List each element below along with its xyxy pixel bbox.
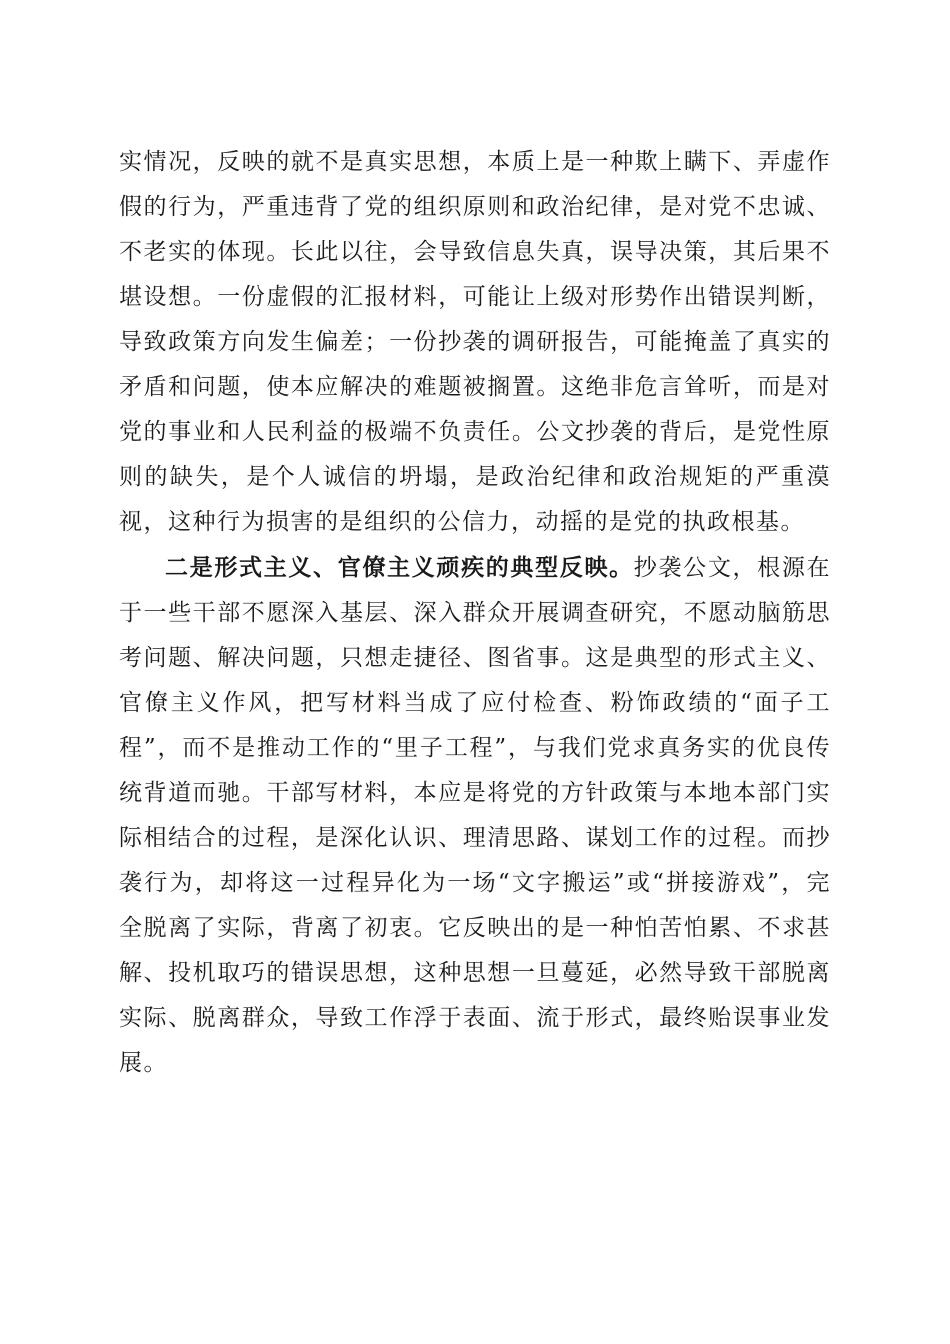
paragraph-section-two xyxy=(119,545,831,1086)
paragraph-continuation xyxy=(119,140,831,545)
paragraph-text: 抄袭公文，根源在于一些干部不愿深入基层、深入群众开展调查研究，不愿动脑筋思考问题、解决问题，只想走捷径、图省事。这是典型的形式主义、官僚主义作风，把写材料当成了应付检查、粉饰政绩的“面子工程”，而不是推动工作的“里子工程”，与我们党求真务实的优良传统背道而驰。干部写材料，本应是将党的方针政策与本地本部门实际相结合的过程，是深化认识、理清思路、谋划工作的过程。而抄袭行为，却将这一过程异化为一场“文字搬运”或“拼接游戏”，完全脱离了实际，背离了初衷。它反映出的是一种怕苦怕累、不求甚解、投机取巧的错误思想，这种思想一旦蔓延，必然导致干部脱离实际、脱离群众，导致工作浮于表面、流于形式，最终贻误事业发展。 xyxy=(119,555,832,1076)
paragraph-lead-heading: 二是形式主义、官僚主义顽疾的典型反映。 xyxy=(165,554,634,581)
paragraph-text: 实情况，反映的就不是真实思想，本质上是一种欺上瞒下、弄虚作假的行为，严重违背了党的组织原则和政治纪律，是对党不忠诚、不老实的体现。长此以往，会导致信息失真，误导决策，其后果不堪设想。一份虚假的汇报材料，可能让上级对形势作出错误判断，导致政策方向发生偏差；一份抄袭的调研报告，可能掩盖了真实的矛盾和问题，使本应解决的难题被搁置。这绝非危言耸听，而是对党的事业和人民利益的极端不负责任。公文抄袭的背后，是党性原则的缺失，是个人诚信的坍塌，是政治纪律和政治规矩的严重漠视，这种行为损害的是组织的公信力，动摇的是党的执政根基。 xyxy=(119,149,831,535)
document-body xyxy=(119,140,831,1086)
